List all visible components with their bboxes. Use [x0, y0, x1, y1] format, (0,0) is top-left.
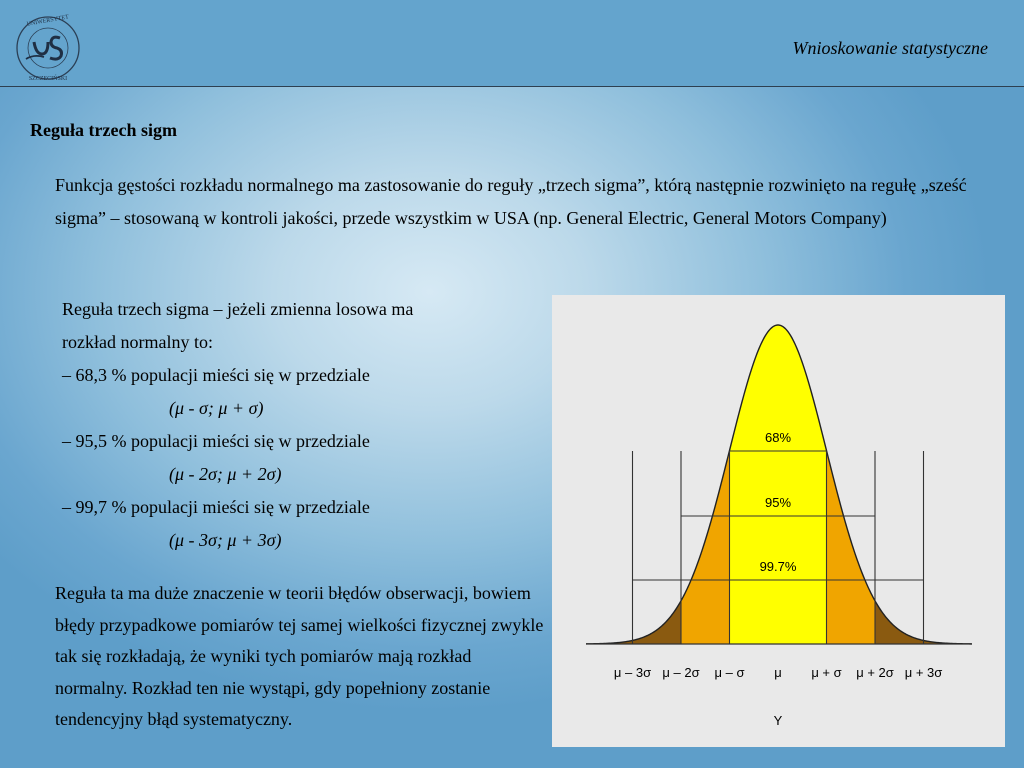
x-axis-label: Y: [773, 713, 783, 728]
band-label-68: 68%: [764, 430, 792, 445]
tick-label: μ + 2σ: [856, 665, 894, 680]
rule-item-interval: (μ - σ; μ + σ): [169, 398, 264, 418]
rule-item-text: – 99,7 % populacji mieści się w przedziale: [62, 497, 370, 517]
svg-text:UNIWERSYTET: UNIWERSYTET: [26, 14, 70, 28]
rule-item-text: – 68,3 % populacji mieści się w przedziale: [62, 365, 370, 385]
tick-label: μ – 3σ: [613, 665, 652, 680]
rule-lead-line-1: Reguła trzech sigma – jeżeli zmienna losowa ma: [62, 299, 414, 319]
rule-item-text: – 95,5 % populacji mieści się w przedziale: [62, 431, 370, 451]
tick-label: μ + 3σ: [904, 665, 943, 680]
conclusion-paragraph: Reguła ta ma duże znaczenie w teorii błędów obserwacji, bowiem błędy przypadkowe pomiarów tej samej wielkości fizycznej zwykle tak się rozkładają, że wyniki tych pomiarów mają rozkład normalny. Rozkład ten nie wystąpi, gdy popełniony zostanie tendencyjny błąd systematyczny.: [55, 583, 544, 729]
tick-label: μ – σ: [714, 665, 745, 680]
bell-curve-diagram: [552, 295, 1005, 747]
tick-label: μ: [774, 665, 782, 680]
svg-text:SZCZECIŃSKI: SZCZECIŃSKI: [28, 76, 68, 82]
rule-lead-line-2: rozkład normalny to:: [62, 332, 213, 352]
intro-paragraph: Funkcja gęstości rozkładu normalnego ma zastosowanie do reguły „trzech sigma”, którą następnie rozwinięto na regułę „sześć sigma” – stosowaną w kontroli jakości, przede wszystkim w USA (np. General Electric, General Motors Company): [55, 175, 967, 228]
slide-header: [0, 0, 1024, 87]
three-sigma-rule: [62, 293, 413, 557]
band-label-95: 95%: [764, 495, 792, 510]
normal-distribution-figure: [552, 295, 1005, 747]
university-logo-icon: [12, 14, 88, 84]
inner-band-fill: [730, 325, 827, 644]
band-label-99-7: 99.7%: [759, 559, 797, 574]
rule-item-interval: (μ - 3σ; μ + 3σ): [169, 530, 282, 550]
tick-label: μ – 2σ: [662, 665, 700, 680]
presentation-title: Wnioskowanie statystyczne: [792, 38, 988, 58]
rule-item-interval: (μ - 2σ; μ + 2σ): [169, 464, 282, 484]
section-title: Reguła trzech sigm: [30, 120, 177, 140]
tick-label: μ + σ: [811, 665, 842, 680]
